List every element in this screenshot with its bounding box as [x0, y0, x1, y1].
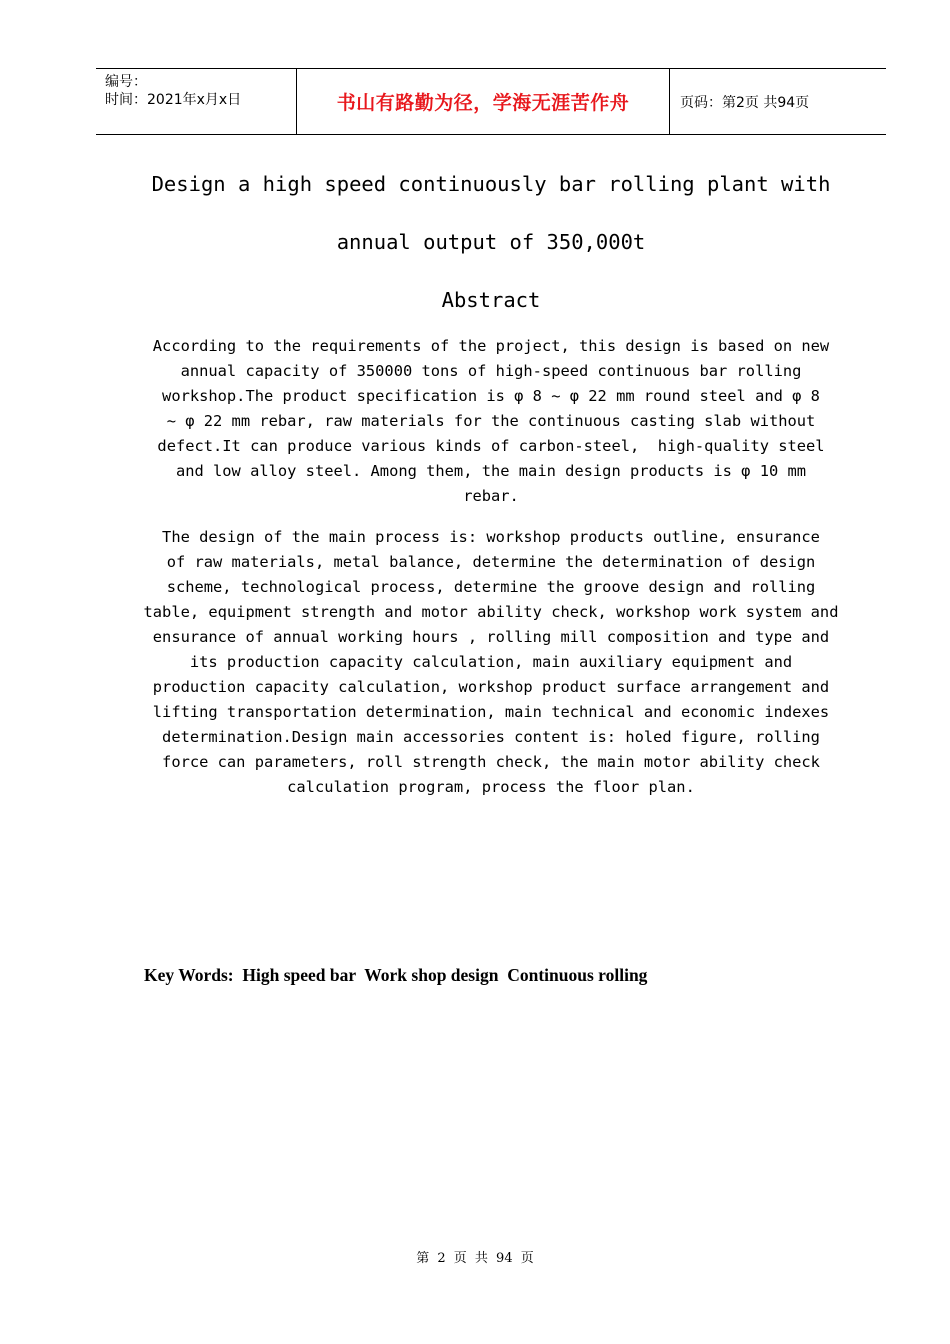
header-motto-cell: [297, 69, 670, 134]
paragraph-line: rebar.: [463, 487, 519, 505]
paragraph-line: ensurance of annual working hours , rolling mill composition and type and: [152, 628, 830, 646]
paragraph-line: production capacity calculation, workshop product surface arrangement and: [152, 678, 830, 696]
keywords-line: Key Words: High speed bar Work shop design Continuous rolling: [144, 965, 648, 985]
paragraph-line: force can parameters, roll strength check, the main motor ability check: [162, 753, 820, 771]
paragraph-line: its production capacity calculation, main auxiliary equipment and: [189, 653, 793, 671]
document-title-line-1: Design a high speed continuously bar rolling plant with: [151, 172, 831, 196]
paragraph-line: annual capacity of 350000 tons of high-speed continuous bar rolling: [180, 362, 802, 380]
document-header: [96, 68, 886, 135]
paragraph-line: lifting transportation determination, main technical and economic indexes: [152, 703, 830, 721]
header-motto: 书山有路勤为径，学海无涯苦作舟: [336, 92, 630, 114]
document-title-line-2: annual output of 350,000t: [336, 230, 646, 254]
abstract-heading: Abstract: [441, 288, 541, 312]
abstract-paragraph-1: [140, 334, 842, 509]
paragraph-line: and low alloy steel. Among them, the main design products is φ 10 mm: [175, 462, 807, 480]
paragraph-line: determination.Design main accessories content is: holed figure, rolling: [162, 728, 820, 746]
header-page-cell: [670, 69, 886, 134]
abstract-paragraph-2: [140, 525, 842, 800]
document-time-label: 时间：2021年x月x日: [105, 92, 242, 108]
paragraph-line: The design of the main process is: workshop products outline, ensurance: [162, 528, 820, 546]
paragraph-line: According to the requirements of the project, this design is based on new: [152, 337, 830, 355]
paragraph-line: of raw materials, metal balance, determine the determination of design: [166, 553, 816, 571]
paragraph-line: workshop.The product specification is φ 8 ~ φ 22 mm round steel and φ 8: [162, 387, 820, 405]
paragraph-line: table, equipment strength and motor ability check, workshop work system and: [143, 603, 839, 621]
header-page-info: 页码：第2页 共94页: [680, 94, 810, 111]
paragraph-line: scheme, technological process, determine the groove design and rolling: [166, 578, 816, 596]
paragraph-line: calculation program, process the floor plan.: [287, 778, 695, 796]
paragraph-line: defect.It can produce various kinds of carbon-steel, high-quality steel: [157, 437, 825, 455]
paragraph-line: ~ φ 22 mm rebar, raw materials for the continuous casting slab without: [166, 412, 816, 430]
header-meta-cell: [96, 69, 297, 134]
page-footer: 第 2 页 共 94 页: [416, 1251, 534, 1266]
document-number-label: 编号：: [105, 74, 147, 90]
